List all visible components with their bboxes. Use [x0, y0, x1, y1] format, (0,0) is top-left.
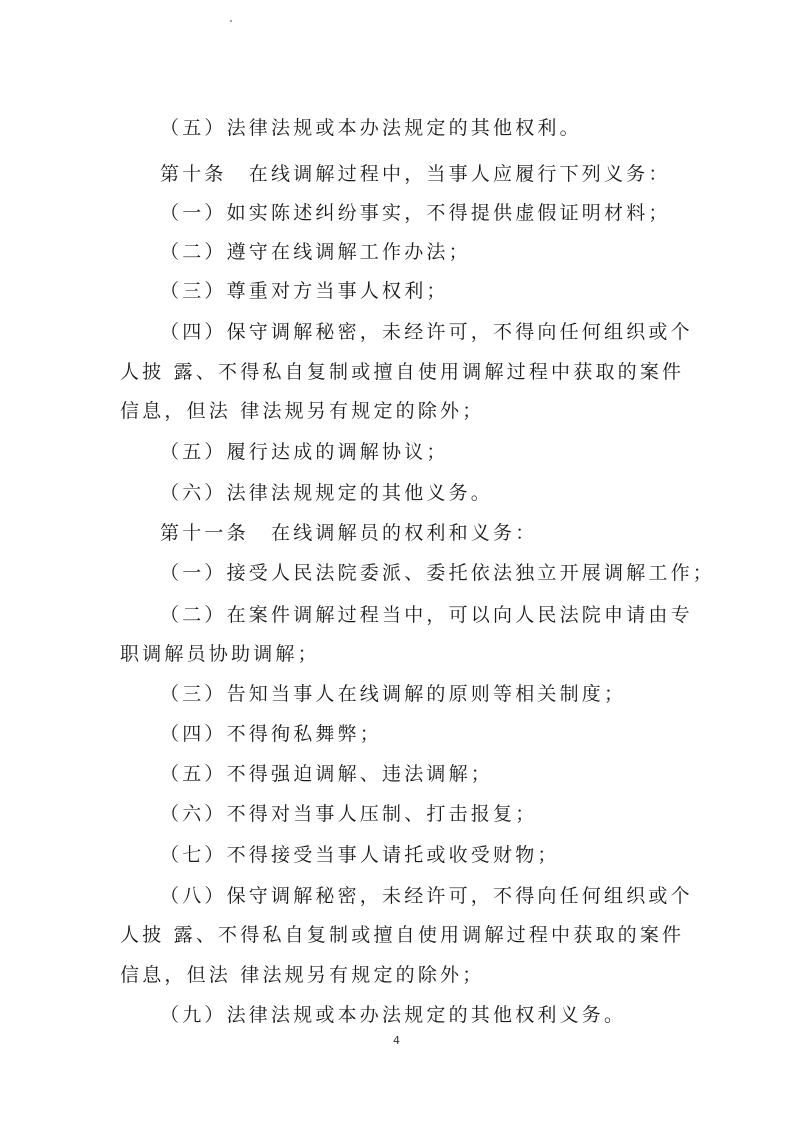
- clause-line: 信息，但法 律法规另有规定的除外；: [120, 964, 485, 986]
- clause-line: （四）保守调解秘密，未经许可，不得向任何组织或个: [160, 321, 693, 343]
- clause-line: （六）不得对当事人压制、打击报复；: [160, 803, 538, 825]
- clause-line: （六）法律法规规定的其他义务。: [160, 482, 494, 504]
- clause-line: 信息，但法 律法规另有规定的除外；: [120, 400, 485, 422]
- clause-line: （一）如实陈述纠纷事实，不得提供虚假证明材料；: [160, 202, 671, 224]
- clause-line: 职调解员协助调解；: [120, 643, 320, 665]
- clause-line: （三）尊重对方当事人权利；: [160, 280, 449, 302]
- clause-line: 人披 露、不得私自复制或擅自使用调解过程中获取的案件: [120, 924, 685, 946]
- scan-speck: [230, 20, 232, 22]
- clause-line: （四）不得徇私舞弊；: [160, 723, 383, 745]
- clause-line: （五）不得强迫调解、违法调解；: [160, 763, 494, 785]
- clause-line: （五）法律法规或本办法规定的其他权利。: [160, 117, 582, 139]
- clause-line: （二）遵守在线调解工作办法；: [160, 241, 471, 263]
- clause-line: （三）告知当事人在线调解的原则等相关制度；: [160, 683, 627, 705]
- clause-line: （九）法律法规或本办法规定的其他权利义务。: [160, 1004, 627, 1026]
- page-number: 4: [393, 1034, 400, 1047]
- article-10-heading: 第十条 在线调解过程中，当事人应履行下列义务：: [160, 163, 671, 185]
- clause-line: （五）履行达成的调解协议；: [160, 441, 449, 463]
- clause-line: （八）保守调解秘密，未经许可，不得向任何组织或个: [160, 885, 693, 907]
- article-11-heading: 第十一条 在线调解员的权利和义务：: [160, 522, 538, 544]
- clause-line: （七）不得接受当事人请托或收受财物；: [160, 844, 560, 866]
- clause-line: （二）在案件调解过程当中，可以向人民法院申请由专: [160, 604, 693, 626]
- clause-line: （一）接受人民法院委派、委托依法独立开展调解工作；: [160, 562, 716, 584]
- clause-line: 人披 露、不得私自复制或擅自使用调解过程中获取的案件: [120, 361, 685, 383]
